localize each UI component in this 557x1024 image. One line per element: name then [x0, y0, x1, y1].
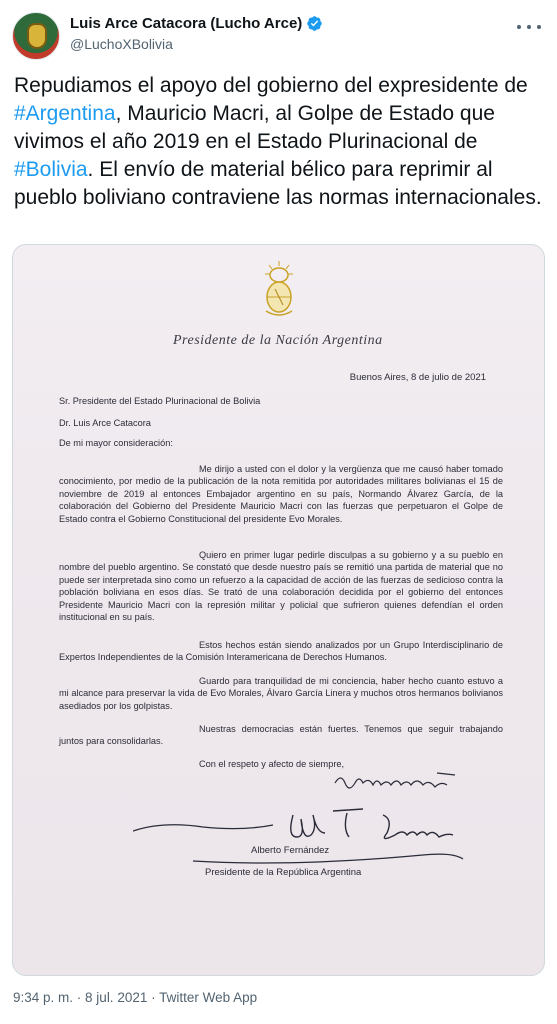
- letterhead: Presidente de la Nación Argentina: [173, 333, 383, 348]
- more-options-icon[interactable]: [517, 20, 541, 34]
- avatar[interactable]: [12, 12, 60, 60]
- letter-paragraph: Me dirijo a usted con el dolor y la vergüenza que me causó haber tomado conocimiento, por medio de la publicación de la nota remitida por autoridades militares bolivianas el 15 de noviembre de 2019 al entonces Embajador argentino en su país, Normando Álvarez García, de la colaboración del Gobierno del Presidente Mauricio Macri con las fuerzas que perpetuaron el Golpe de Estado contra el Gobierno Constitucional del presidente Evo Morales.: [59, 464, 503, 524]
- tweet-text-part: . El envío de material bélico para reprimir al pueblo boliviano contraviene las normas internacionales.: [14, 158, 542, 209]
- hashtag-bolivia[interactable]: #Bolivia: [14, 158, 88, 181]
- handwritten-note: [333, 767, 463, 793]
- tweet-meta: [13, 990, 257, 1005]
- tweet-source[interactable]: Twitter Web App: [159, 990, 258, 1005]
- letter-paragraph: Quiero en primer lugar pedirle disculpas a su gobierno y a su pueblo en nombre del pueblo argentino. Se constató que desde nuestro país se remitió una partida de material que no puede ser interpretada sino como un refuerzo a la capacidad de acción de las fuerzas de sedicioso contra la población boliviana en esos días. Se trató de una colaboración decidida por el gobierno del entonces Presidente Mauricio Macri con la represión militar y policial que sufrieron quienes defendían el orden institucional en su país.: [59, 550, 503, 623]
- verified-badge-icon: [306, 15, 323, 32]
- letter-salutation: De mi mayor consideración:: [59, 438, 173, 448]
- letter-date: Buenos Aires, 8 de julio de 2021: [349, 372, 486, 383]
- letter-paragraph: Guardo para tranquilidad de mi conciencia, haber hecho cuanto estuvo a mi alcance para preservar la vida de Evo Morales, Álvaro García Linera y muchos otros hermanos bolivianos asediados por los golpistas.: [59, 676, 503, 711]
- display-name[interactable]: Luis Arce Catacora (Lucho Arce): [70, 15, 303, 32]
- tweet-time[interactable]: 9:34 p. m.: [13, 990, 74, 1005]
- tweet-text: [14, 72, 544, 212]
- letter-document: [13, 245, 544, 975]
- meta-separator: ·: [73, 990, 86, 1005]
- name-row: [70, 15, 323, 32]
- tweet-text-part: , Mauricio Macri, al Golpe de Estado que vivimos el año 2019 en el Estado Plurinacional de: [14, 102, 495, 153]
- signer-name: Alberto Fernández: [251, 845, 330, 856]
- tweet-image-letter[interactable]: [12, 244, 545, 976]
- handle[interactable]: @LuchoXBolivia: [70, 36, 173, 52]
- national-seal-icon: [257, 259, 301, 321]
- tweet-text-part: Repudiamos el apoyo del gobierno del expresidente de: [14, 74, 528, 97]
- letter-recipient-name: Dr. Luis Arce Catacora: [59, 418, 151, 428]
- letter-paragraph: Nuestras democracias están fuertes. Tenemos que seguir trabajando juntos para consolidarlas.: [59, 724, 503, 747]
- letter-paragraph: Estos hechos están siendo analizados por un Grupo Interdisciplinario de Expertos Independientes de la Comisión Interamericana de Derechos Humanos.: [59, 640, 503, 663]
- hashtag-argentina[interactable]: #Argentina: [14, 102, 116, 125]
- meta-separator: ·: [147, 990, 160, 1005]
- letter-closing: Con el respeto y afecto de siempre,: [199, 759, 345, 769]
- signer-title: Presidente de la República Argentina: [205, 867, 362, 878]
- tweet-header: [12, 12, 545, 62]
- letter-recipient: Sr. Presidente del Estado Plurinacional de Bolivia: [59, 396, 261, 406]
- tweet-date[interactable]: 8 jul. 2021: [85, 990, 148, 1005]
